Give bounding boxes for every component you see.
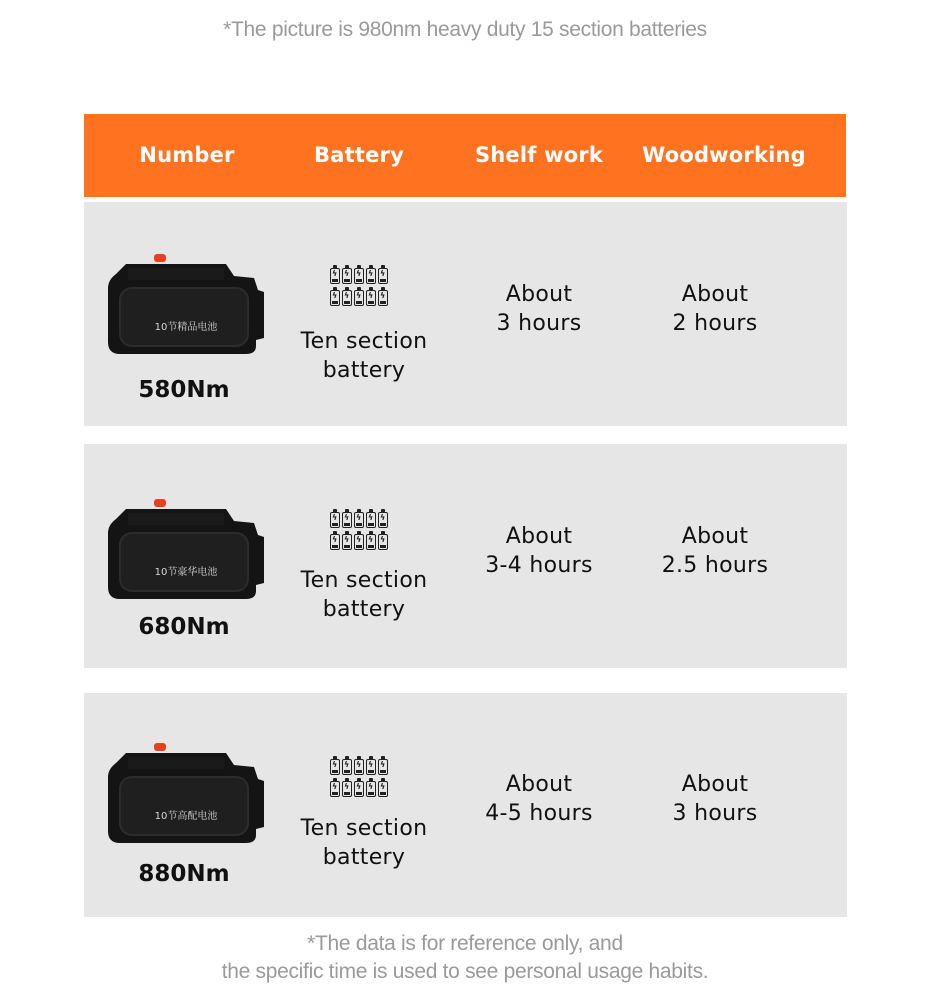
bottom-note: *The data is for reference only, and the specific time is used to see personal usage habits. <box>221 932 709 983</box>
shelf-work-time: About 4-5 hours <box>485 772 593 826</box>
woodworking-time: About 2.5 hours <box>661 524 769 578</box>
header-number: Number <box>139 143 235 167</box>
header-woodworking: Woodworking <box>642 143 806 167</box>
torque-value: 580Nm <box>138 377 230 403</box>
header-battery: Battery <box>314 143 404 167</box>
table-row <box>84 693 847 917</box>
battery-section-text: Ten section battery <box>300 568 428 622</box>
shelf-work-time: About 3 hours <box>496 282 582 336</box>
header-shelf-work: Shelf work <box>474 143 604 167</box>
battery-cells-icon: ϟ ϟ ϟ ϟ ϟ ϟ ϟ ϟ ϟ ϟ <box>330 512 394 556</box>
battery-cells-icon: ϟ ϟ ϟ ϟ ϟ ϟ ϟ ϟ ϟ ϟ <box>330 268 394 312</box>
table-row <box>84 444 847 668</box>
shelf-work-time: About 3-4 hours <box>485 524 593 578</box>
torque-value: 880Nm <box>138 861 230 887</box>
battery-pack-image <box>106 499 266 599</box>
battery-cells-icon: ϟ ϟ ϟ ϟ ϟ ϟ ϟ ϟ ϟ ϟ <box>330 759 394 803</box>
woodworking-time: About 3 hours <box>672 772 758 826</box>
battery-section-text: Ten section battery <box>300 329 428 383</box>
svg-text:10节豪华电池: 10节豪华电池 <box>154 567 218 578</box>
battery-section-text: Ten section battery <box>300 816 428 870</box>
torque-value: 680Nm <box>138 614 230 640</box>
table-row <box>84 202 847 426</box>
battery-pack-image <box>106 254 266 354</box>
svg-text:10节高配电池: 10节高配电池 <box>154 811 218 822</box>
battery-pack-image <box>106 743 266 843</box>
top-note: *The picture is 980nm heavy duty 15 section batteries <box>223 18 707 41</box>
woodworking-time: About 2 hours <box>672 282 758 336</box>
svg-text:10节精品电池: 10节精品电池 <box>154 322 218 333</box>
table-header <box>84 114 846 197</box>
